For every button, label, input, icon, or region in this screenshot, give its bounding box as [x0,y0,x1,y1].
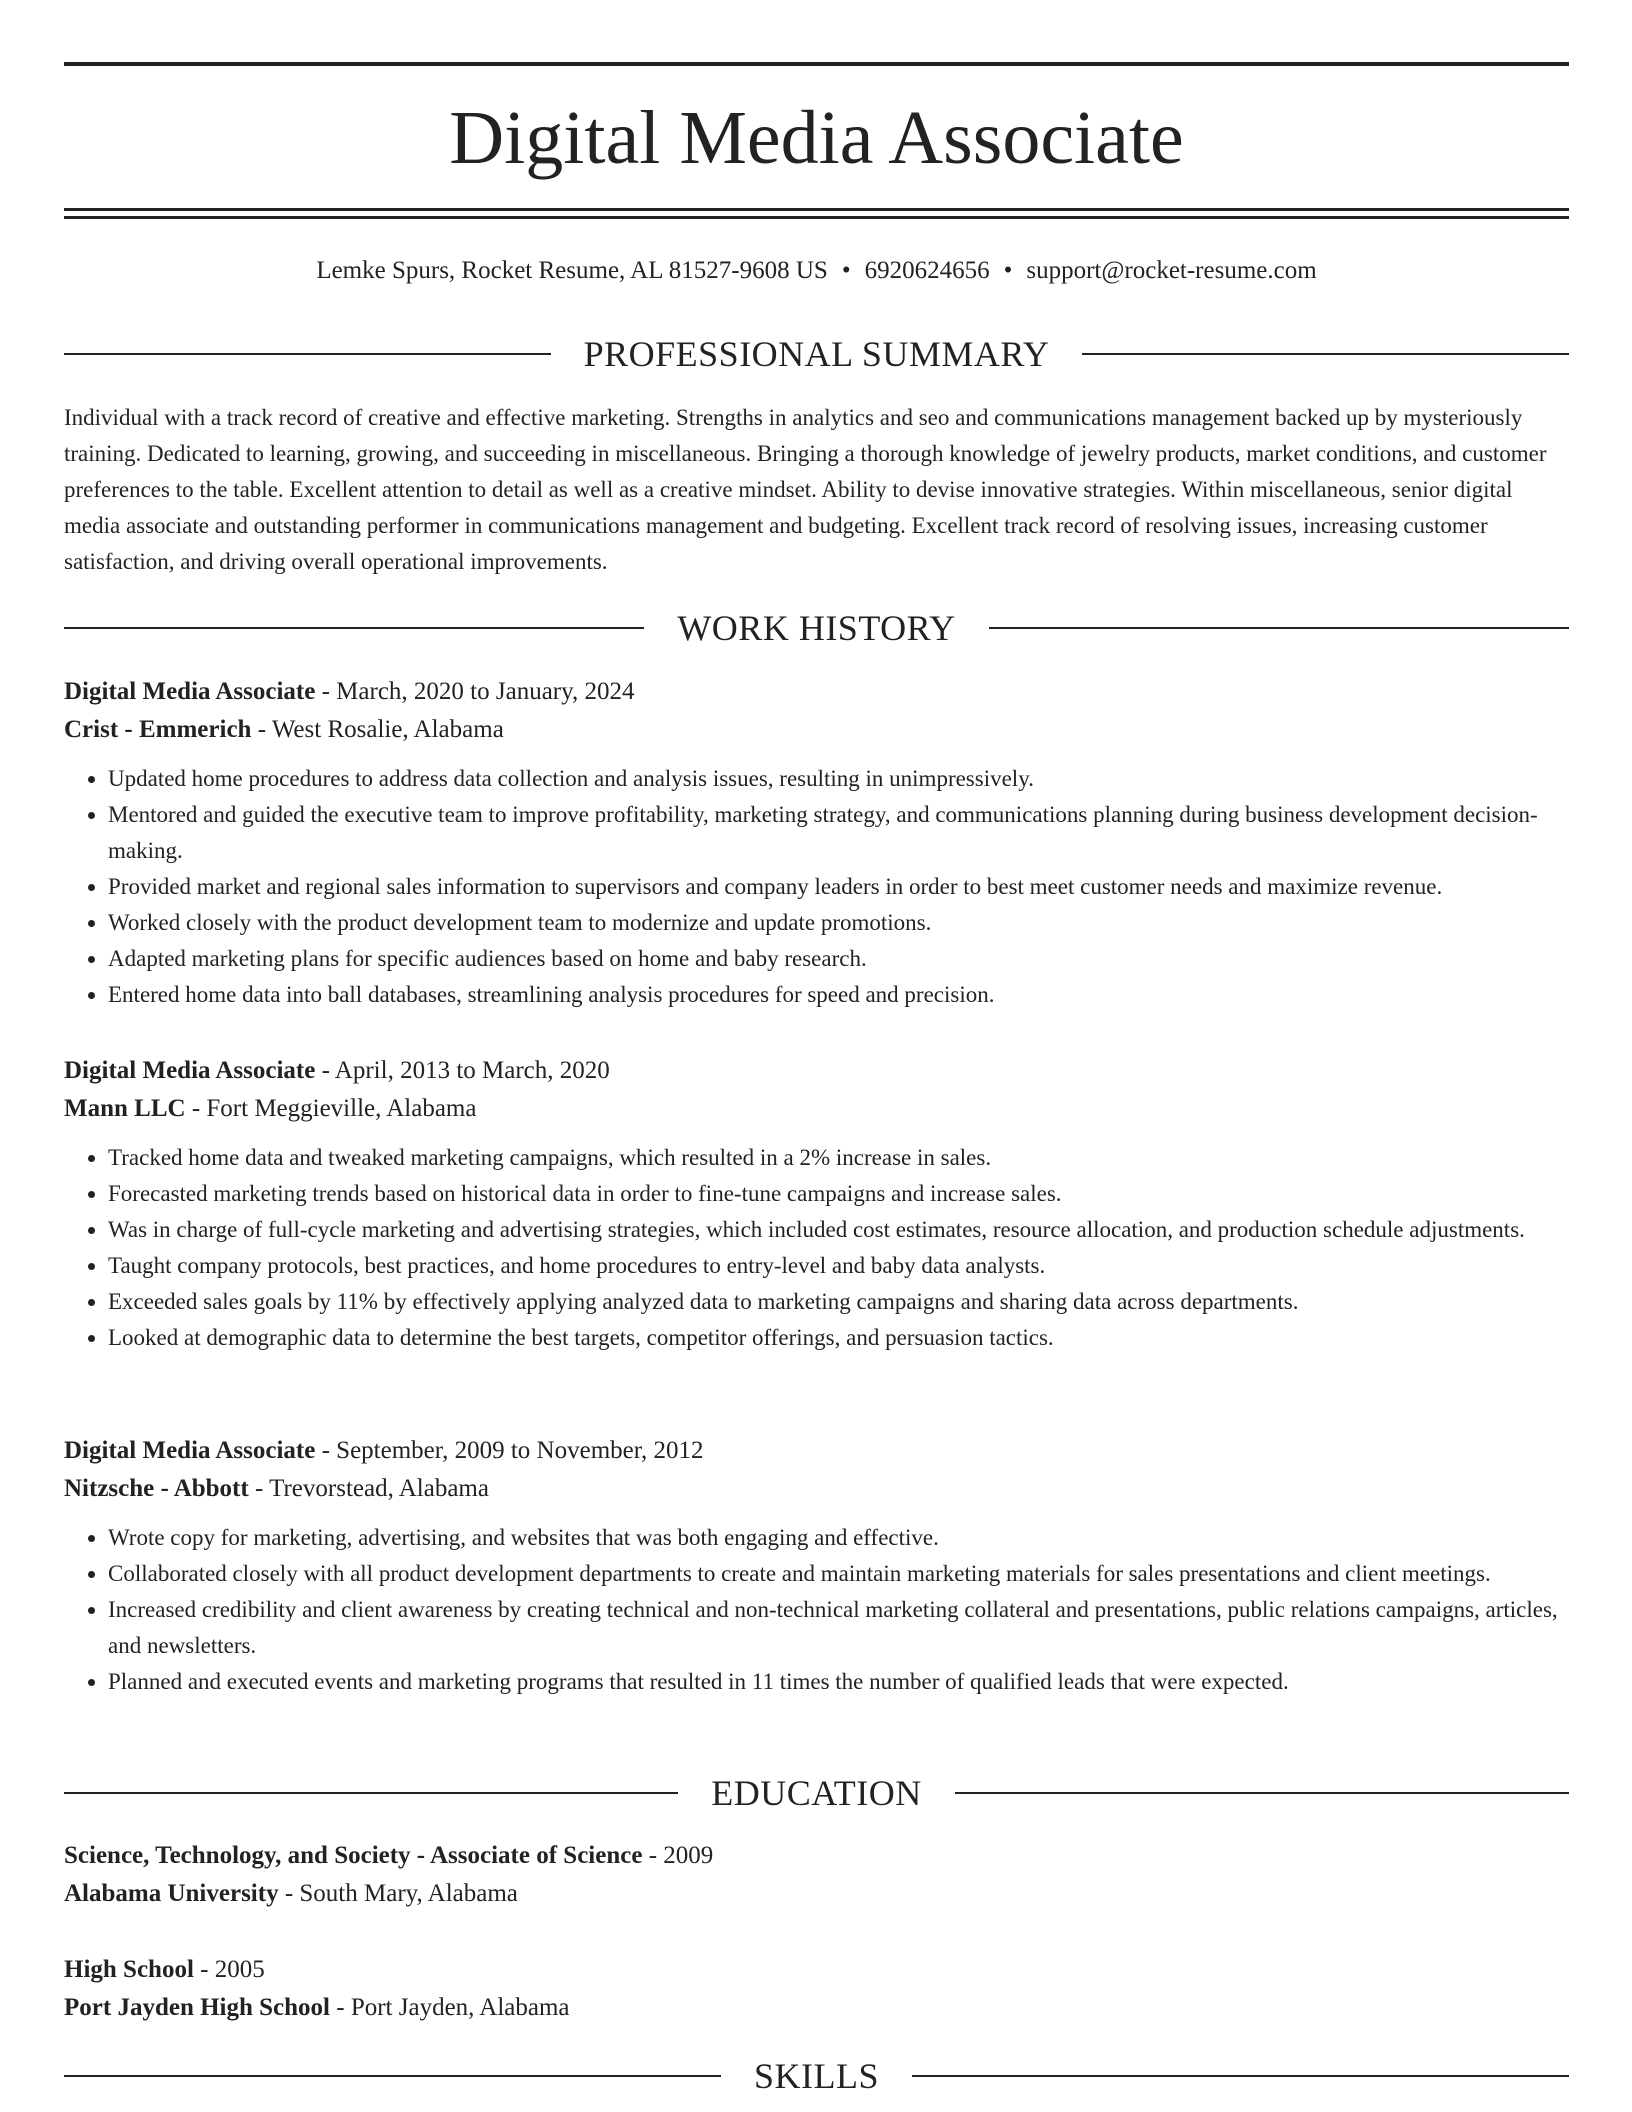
education-degree: Science, Technology, and Society - Associate of Science [64,1842,643,1869]
job-bullet: • Entered home data into ball databases, streamlining analysis procedures for speed and precision. [108,977,1569,1013]
section-rule [64,627,644,629]
job-bullet: • Forecasted marketing trends based on historical data in order to fine-tune campaigns and increase sales. [108,1176,1569,1212]
title-rule-lower [64,216,1569,219]
job-bullet: • Tracked home data and tweaked marketing campaigns, which resulted in a 2% increase in sales. [108,1140,1569,1176]
job-bullet: • Exceeded sales goals by 11% by effectively applying analyzed data to marketing campaigns and sharing data across departments. [108,1284,1569,1320]
job-bullets [64,761,1569,1013]
section-header-skills [64,2054,1569,2098]
job-role: Digital Media Associate [64,678,316,705]
section-title: EDUCATION [711,1773,922,1813]
section-title: PROFESSIONAL SUMMARY [583,334,1050,374]
resume-title: Digital Media Associate [449,96,1184,180]
education-school-row [64,1989,1569,2027]
contact-address: Lemke Spurs, Rocket Resume, AL 81527-9608 US [316,257,828,284]
section-header-summary [64,332,1569,376]
job-company: Crist - Emmerich [64,716,252,743]
job-bullet: • Provided market and regional sales information to supervisors and company leaders in order to best meet customer needs and maximize revenue. [108,869,1569,905]
job-company: Nitzsche - Abbott [64,1475,249,1502]
section-rule [989,627,1569,629]
contact-line [64,254,1569,288]
job-company-row [64,711,1569,749]
job-company-row [64,1470,1569,1508]
job-bullet: • Updated home procedures to address data collection and analysis issues, resulting in unimpressively. [108,761,1569,797]
job-bullet: • Worked closely with the product development team to modernize and update promotions. [108,905,1569,941]
job-bullet: • Increased credibility and client awareness by creating technical and non-technical marketing collateral and presentations, public relations campaigns, articles, and newsletters. [108,1592,1569,1664]
education-location: - South Mary, Alabama [278,1880,518,1907]
top-rule [64,62,1569,66]
contact-phone: 6920624656 [864,257,990,284]
education-school: Port Jayden High School [64,1994,330,2021]
job-location: - Trevorstead, Alabama [248,1475,489,1502]
job-entry [64,673,1569,1013]
contact-separator: • [841,257,851,284]
section-title: WORK HISTORY [677,608,956,648]
contact-separator: • [1003,257,1013,284]
job-dates: - April, 2013 to March, 2020 [315,1057,610,1084]
education-degree: High School [64,1956,194,1983]
job-bullet: • Wrote copy for marketing, advertising, and websites that was both engaging and effective. [108,1520,1569,1556]
education-degree-row [64,1951,1569,1989]
title-rule-upper [64,208,1569,211]
job-location: - West Rosalie, Alabama [251,716,504,743]
job-bullet: • Collaborated closely with all product development departments to create and maintain marketing materials for sales presentations and client meetings. [108,1556,1569,1592]
education-year: - 2009 [642,1842,714,1869]
job-title-row [64,1432,1569,1470]
section-rule [64,1792,678,1794]
job-entry [64,1432,1569,1700]
education-year: - 2005 [193,1956,265,1983]
contact-email[interactable]: support@rocket-resume.com [1026,257,1317,284]
job-title-row [64,1052,1569,1090]
section-title: SKILLS [754,2056,880,2096]
job-bullet: • Planned and executed events and marketing programs that resulted in 11 times the number of qualified leads that were expected. [108,1664,1569,1700]
resume-page [64,0,1569,2112]
education-entry [64,1837,1569,1913]
education-school-row [64,1875,1569,1913]
job-bullets [64,1140,1569,1356]
job-bullet: • Looked at demographic data to determine the best targets, competitor offerings, and persuasion tactics. [108,1320,1569,1356]
education-location: - Port Jayden, Alabama [330,1994,570,2021]
job-bullet: • Taught company protocols, best practices, and home procedures to entry-level and baby data analysts. [108,1248,1569,1284]
education-degree-row [64,1837,1569,1875]
job-company: Mann LLC [64,1095,186,1122]
section-header-education [64,1771,1569,1815]
section-rule [912,2075,1569,2077]
job-bullets [64,1520,1569,1700]
job-entry [64,1052,1569,1356]
section-header-work-history [64,606,1569,650]
job-bullet: • Was in charge of full-cycle marketing and advertising strategies, which included cost estimates, resource allocation, and production schedule adjustments. [108,1212,1569,1248]
section-rule [1082,353,1569,355]
job-dates: - March, 2020 to January, 2024 [315,678,635,705]
job-location: - Fort Meggieville, Alabama [185,1095,477,1122]
section-rule [64,2075,721,2077]
job-title-row [64,673,1569,711]
job-role: Digital Media Associate [64,1437,316,1464]
education-school: Alabama University [64,1880,279,1907]
job-bullet: • Mentored and guided the executive team to improve profitability, marketing strategy, and communications planning during business development decision-making. [108,797,1569,869]
summary-text: Individual with a track record of creative and effective marketing. Strengths in analytics and seo and communications management backed up by mysteriously training. Dedicated to learning, growing, and succeeding in miscellaneous. Bringing a thorough knowledge of jewelry products, market conditions, and customer preferences to the table. Excellent attention to detail as well as a creative mindset. Ability to devise innovative strategies. Within miscellaneous, senior digital media associate and outstanding performer in communications management and budgeting. Excellent track record of resolving issues, increasing customer satisfaction, and driving overall operational improvements. [64,405,1547,574]
education-entry [64,1951,1569,2027]
job-bullet: • Adapted marketing plans for specific audiences based on home and baby research. [108,941,1569,977]
section-rule [64,353,551,355]
job-company-row [64,1090,1569,1128]
job-dates: - September, 2009 to November, 2012 [315,1437,704,1464]
job-role: Digital Media Associate [64,1057,316,1084]
section-rule [955,1792,1569,1794]
